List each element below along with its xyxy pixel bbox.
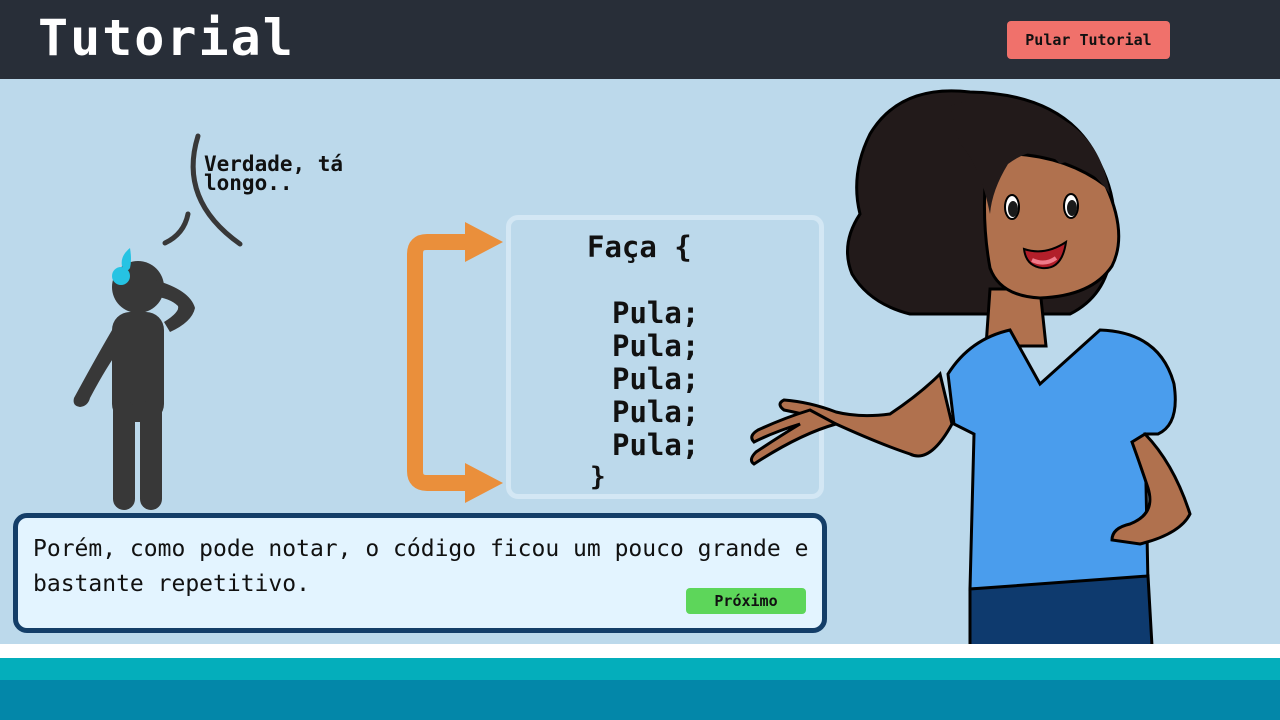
loop-arrow-icon <box>405 222 505 504</box>
code-close-line: } <box>590 462 606 492</box>
thought-text: Verdade, tá longo.. <box>204 152 344 195</box>
code-line: Pula; <box>612 395 700 429</box>
code-line: Pula; <box>612 428 700 462</box>
page-title: Tutorial <box>38 9 295 67</box>
next-button[interactable]: Próximo <box>686 588 806 614</box>
dialog-text: Porém, como pode notar, o código ficou um pouco grande e bastante repetitivo. <box>33 536 809 597</box>
code-open-line: Faça { <box>587 230 692 264</box>
confused-person-icon <box>60 250 220 520</box>
footer-stripe-teal <box>0 658 1280 680</box>
footer-stripe-blue <box>0 680 1280 720</box>
code-line: Pula; <box>612 329 700 363</box>
footer-stripe-white <box>0 644 1280 658</box>
skip-tutorial-button[interactable]: Pular Tutorial <box>1007 21 1170 59</box>
code-line: Pula; <box>612 296 700 330</box>
code-line: Pula; <box>612 362 700 396</box>
dialog-box <box>13 513 827 633</box>
top-bar <box>0 0 1280 79</box>
